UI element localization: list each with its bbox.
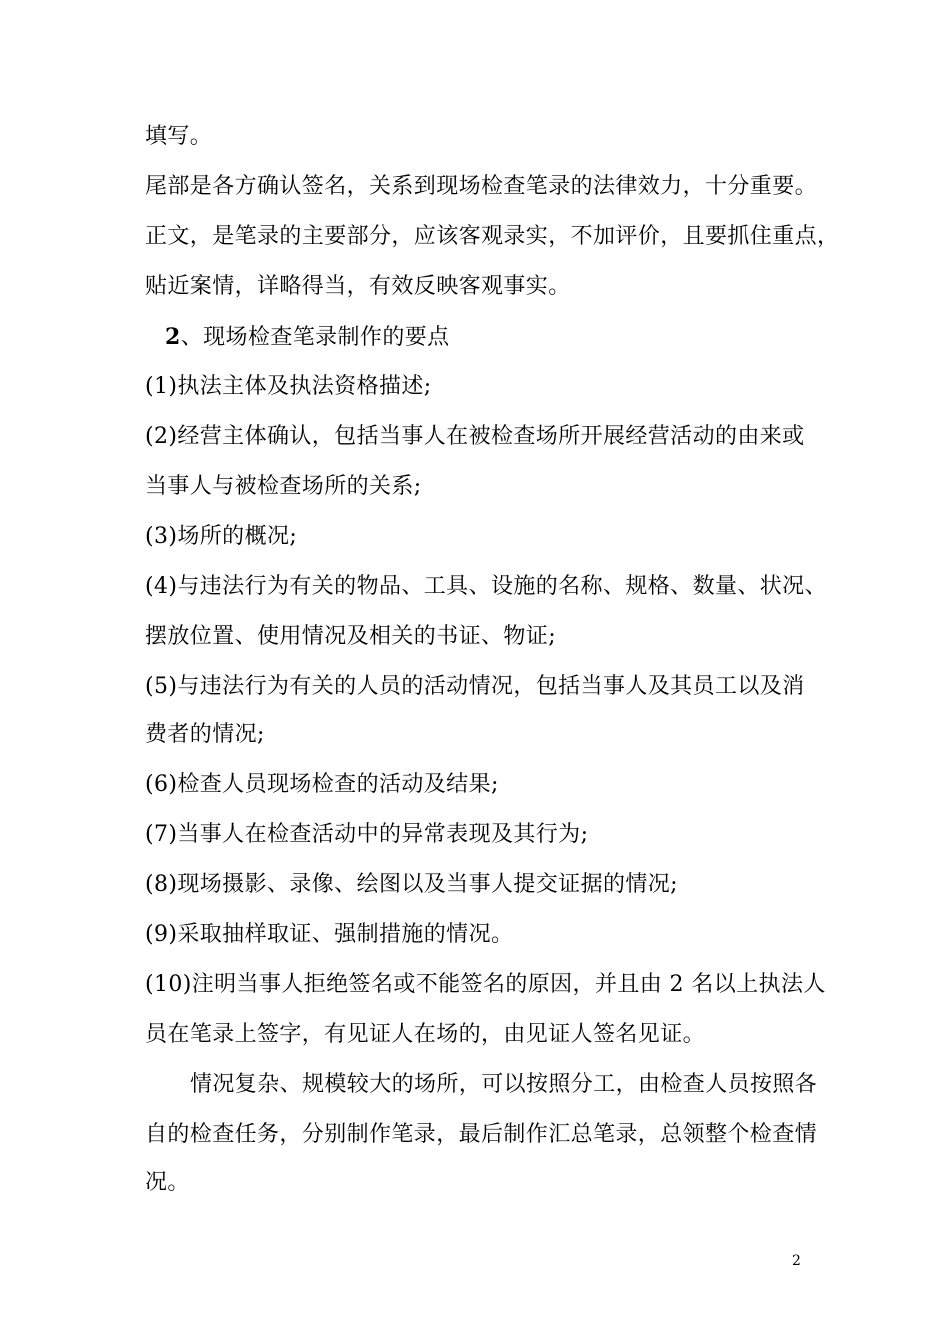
page-number: 2 [792,1253,801,1269]
closing-paragraph-line-2: 自的检查任务，分别制作笔录，最后制作汇总笔录，总领整个检查情 [145,1122,818,1147]
list-item-2-line-1: (2)经营主体确认，包括当事人在被检查场所开展经营活动的由来或 [145,424,805,449]
list-item-4-line-1: (4)与违法行为有关的物品、工具、设施的名称、规格、数量、状况、 [145,574,827,599]
list-item-5-line-2: 费者的情况; [145,722,265,747]
closing-paragraph-line-1: 情况复杂、规模较大的场所，可以按照分工，由检查人员按照各 [190,1072,818,1097]
list-item-6: (6)检查人员现场检查的活动及结果; [145,772,499,797]
text-line-4: 贴近案情，详略得当，有效反映客观事实。 [145,274,571,299]
list-item-10-line-2: 员在笔录上签字，有见证人在场的，由见证人签名见证。 [145,1022,706,1047]
list-item-1: (1)执法主体及执法资格描述; [145,374,432,399]
list-item-4-line-2: 摆放位置、使用情况及相关的书证、物证; [145,624,557,649]
list-item-8: (8)现场摄影、录像、绘图以及当事人提交证据的情况; [145,872,678,897]
list-item-10-line-1: (10)注明当事人拒绝签名或不能签名的原因，并且由 2 名以上执法人 [145,972,826,997]
list-item-9: (9)采取抽样取证、强制措施的情况。 [145,922,514,947]
section-heading [165,322,835,353]
list-item-5-line-1: (5)与违法行为有关的人员的活动情况，包括当事人及其员工以及消 [145,674,805,699]
section-heading-number: 2 [165,324,181,350]
list-item-3: (3)场所的概况; [145,524,298,549]
list-item-7: (7)当事人在检查活动中的异常表现及其行为; [145,822,589,847]
section-heading-text: 、现场检查笔录制作的要点 [180,325,450,350]
text-line-2: 尾部是各方确认签名，关系到现场检查笔录的法律效力，十分重要。 [145,174,818,199]
list-item-2-line-2: 当事人与被检查场所的关系; [145,474,422,499]
text-line-3: 正文，是笔录的主要部分，应该客观录实，不加评价，且要抓住重点， [145,224,840,249]
text-line-1: 填写。 [145,124,213,149]
closing-paragraph-line-3: 况。 [145,1170,190,1195]
